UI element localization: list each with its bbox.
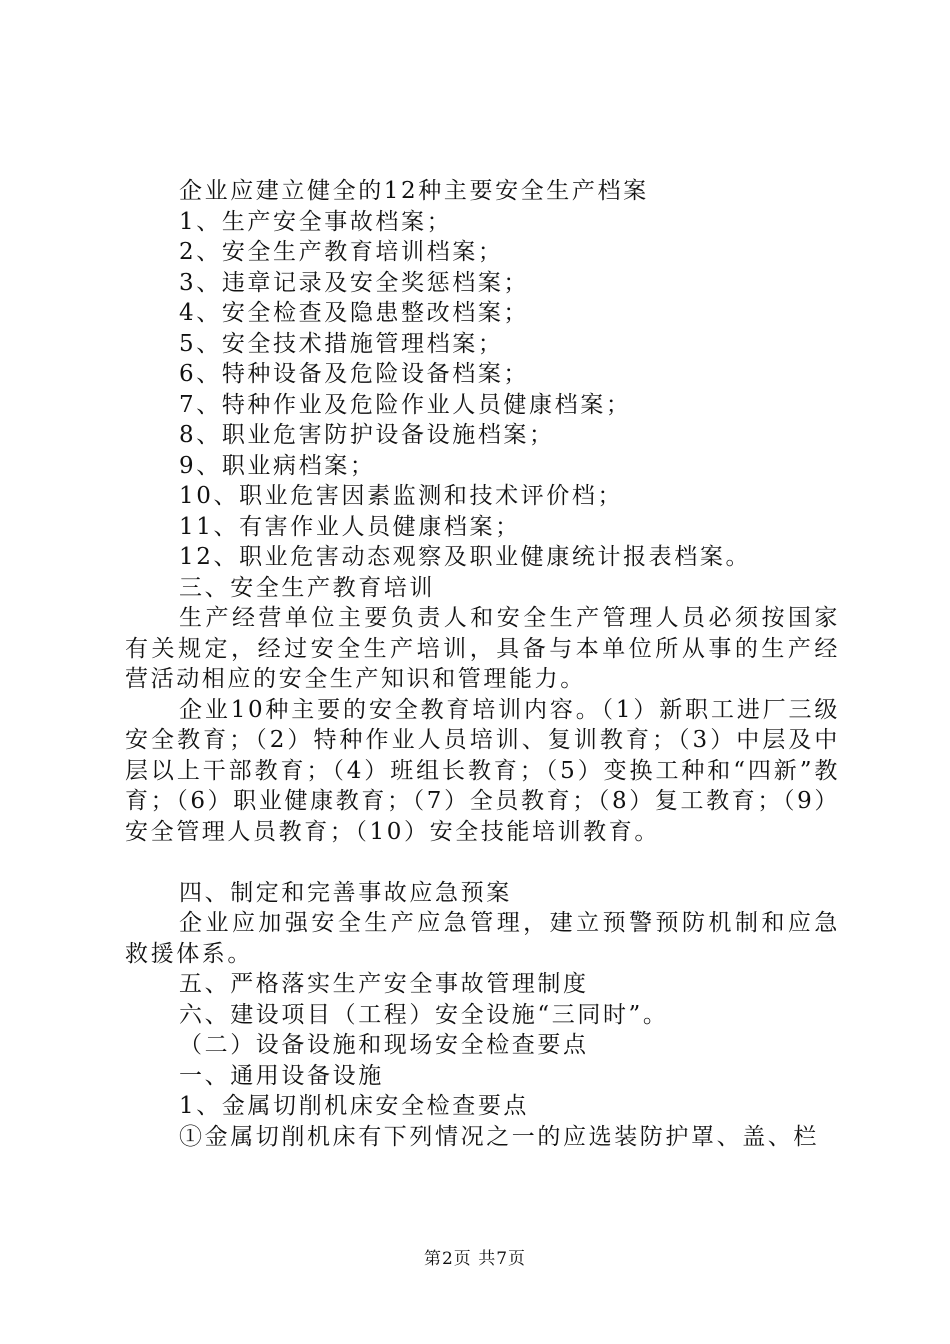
list-item: 3、违章记录及安全奖惩档案； [179,269,530,296]
paragraph: 企业应加强安全生产应急管理，建立预警预防机制和应急救援体系。 [125,910,840,967]
paragraph: 生产经营单位主要负责人和安全生产管理人员必须按国家有关规定，经过安全生产培训，具备与本单位所从事的生产经营活动相应的安全生产知识和管理能力。 [125,605,840,692]
section-heading: （二）设备设施和现场安全检查要点 [179,1032,589,1058]
list-item: 2、安全生产教育培训档案； [179,239,504,265]
section-heading: 六、建设项目（工程）安全设施“三同时”。 [179,1001,669,1028]
list-item: 7、特种作业及危险作业人员健康档案； [179,391,632,418]
text-line: 企业应建立健全的12种主要安全生产档案 [179,178,649,204]
page-footer: 第2页 共7页 [423,1249,527,1269]
section-heading: 五、严格落实生产安全事故管理制度 [179,971,589,997]
list-item: 10、职业危害因素监测和技术评价档； [179,483,624,509]
section-heading: 一、通用设备设施 [179,1062,384,1089]
section-heading: 四、制定和完善事故应急预案 [179,879,512,906]
list-item: 6、特种设备及危险设备档案； [179,361,530,387]
list-item: 1、生产安全事故档案； [179,208,453,235]
section-heading: 三、安全生产教育培训 [179,574,435,601]
list-item: 5、安全技术措施管理档案； [179,330,504,357]
list-item: 4、安全检查及隐患整改档案； [179,300,530,326]
document-body [125,176,840,1152]
list-item: 11、有害作业人员健康档案； [179,513,521,540]
list-item: 9、职业病档案； [179,452,376,479]
subsection-heading: 1、金属切削机床安全检查要点 [179,1093,530,1119]
blank-line [125,847,840,878]
text-line: ①金属切削机床有下列情况之一的应选装防护罩、盖、栏 [179,1123,819,1150]
list-item: 12、职业危害动态观察及职业健康统计报表档案。 [179,544,752,570]
list-item: 8、职业危害防护设备设施档案； [179,422,555,448]
paragraph: 企业10种主要的安全教育培训内容。（1）新职工进厂三级安全教育；（2）特种作业人员培训、复训教育；（3）中层及中层以上干部教育；（4）班组长教育；（5）变换工种和“四新”教育；（6）职业健康教育；（7）全员教育；（8）复工教育；（9）安全管理人员教育；（10）安全技能培训教育。 [125,696,840,845]
